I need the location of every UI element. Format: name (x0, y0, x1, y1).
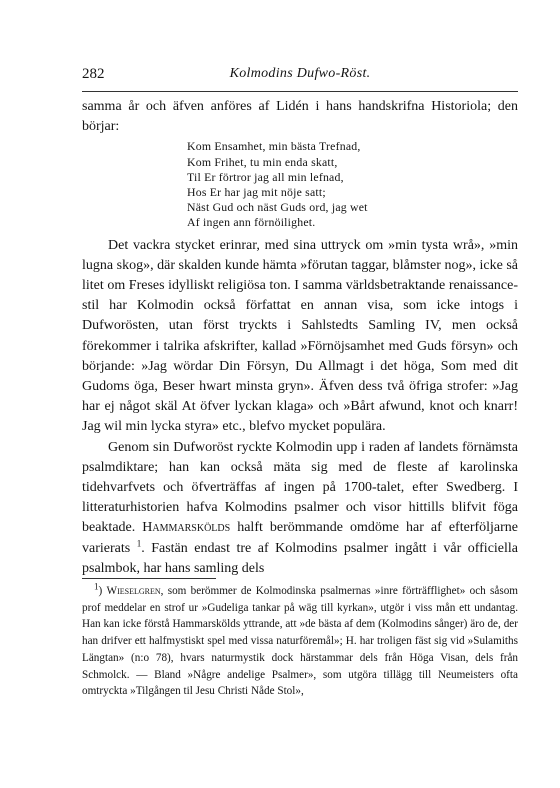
intro-line: den börjar: (82, 99, 519, 135)
footnote-text: , som berömmer de Kolmodinska psalmernas »inre förträfflighet» och såsom prof meddelar en strof ur »Gudeliga tankar på wäg till kyrkan», utgör i viss mån ett undantag. Han kan icke förstå Hammarskölds yttrande, att »de bästa af dem (Kolmodins sånger) äro de, der han drifver ett halfmystiskt spel med vissa naturföremål»; H. har troligen fäst sig vid »Sulamiths Längtan» (n:o 78), hvars naturmystik dock härstammar dels från Höga Visan, dels från Schmolck. — Bland »Någre andelige Psalmer», som utgöra tillägg till Neumeisters ofta omtryckta »Tilgången til Jesu Christi Nåde Stol», (82, 585, 518, 698)
poem-line: Til Er förtror jag all min lefnad, (187, 169, 344, 184)
paragraph (82, 438, 518, 579)
poem-line: Kom Frihet, tu min enda skatt, (187, 154, 338, 169)
poem-line: Kom Ensamhet, min bästa Trefnad, (187, 139, 361, 154)
paragraph-text: Genom sin Dufworöst ryckte Kolmodin upp i raden af landets förnämsta psalmdiktare; han kan också mäta sig med de fleste af karolinska tidehvarfvets och öfverträffas af ingen på 1700-talet, efter Swedberg. I litteraturhistorien hafva Kolmodins psalmer och visor hittills blifvit föga beaktade. (82, 439, 518, 536)
footnote-reference[interactable]: 1 (136, 538, 142, 549)
poem (187, 139, 518, 230)
page-number: 282 (82, 66, 105, 82)
intro-line: samma år och äfven anföres af Lidén i hans handskrifna Historiola; (82, 99, 492, 114)
footnote-rule (82, 578, 216, 579)
author-name: Hammarskölds (142, 520, 231, 536)
running-title: Kolmodins Dufwo-Röst. (229, 66, 371, 81)
footnote: $^1$) Wieselgren, som berömmer de Kolmodinska psalmernas »inre förträfflighet» och såsom prof meddelar en strof ur »Gudeliga tankar på wäg till kyrkan», utgör i viss mån ett undantag. Han kan icke förstå Hammarskölds yttrande, att »de bästa af dem (Kolmodins sånger) äro de, der han drifver ett halfmystiskt spel med vissa naturföremål»; H. har troligen fäst sig vid »Sulamiths Längtan» (n:o 78), hvars naturmystik dock härstammar dels från Höga Visan, dels från Schmolck. — Bland »Någre andelige Psalmer», som utgöra tillägg till Neumeisters ofta omtryckta »Tilgången til Jesu Christi Nåde Stol», (82, 581, 518, 698)
author-name: Wieselgren (106, 585, 161, 597)
paragraph: Det vackra stycket erinrar, med sina uttryck om »min tysta wrå», »min lugna skog», där skalden kunde hämta »förutan taggar, blåmster nog», icke så litet om Freses idylliskt religiösa ton. I samma världsbetraktande renaissance-stil har Kolmodin också författat en annan visa, som icke intogs i Dufworösten, utan först tryckts i Sahlstedts Samling IV, men också förekommer i talrika afskrifter, kallad »Förnöjsamhet med Guds försyn» och börjande: »Jag wördar Din Försyn, Du Allmagt i det höga, Som med dit Gudoms öga, Beser hwart minsta gryn». Äfven dess två öfriga strofer: »Jag har ej något skäl At öfver lyckan klaga» och »Bårt afwund, knot och knarr! Jag wil min lycka styra» etc., blefvo mycket populära. (82, 237, 518, 435)
footnote-marker: 1 (94, 581, 99, 592)
poem-line: Näst Gud och näst Guds ord, jag wet (187, 200, 368, 215)
poem-line: Af ingen ann förnöilighet. (187, 215, 316, 230)
paragraph-text: halft berömmande omdöme har af efterföljarne varierats (82, 520, 519, 556)
paragraph-text: . Fastän endast tre af Kolmodins psalmer ingått i vår officiella psalmbok, har hans samling dels (82, 540, 518, 576)
intro-paragraph (82, 97, 518, 137)
header-rule (82, 91, 518, 92)
poem-line: Hos Er har jag mit nöje satt; (187, 185, 326, 200)
main-text (82, 97, 518, 579)
page-header (82, 66, 518, 84)
